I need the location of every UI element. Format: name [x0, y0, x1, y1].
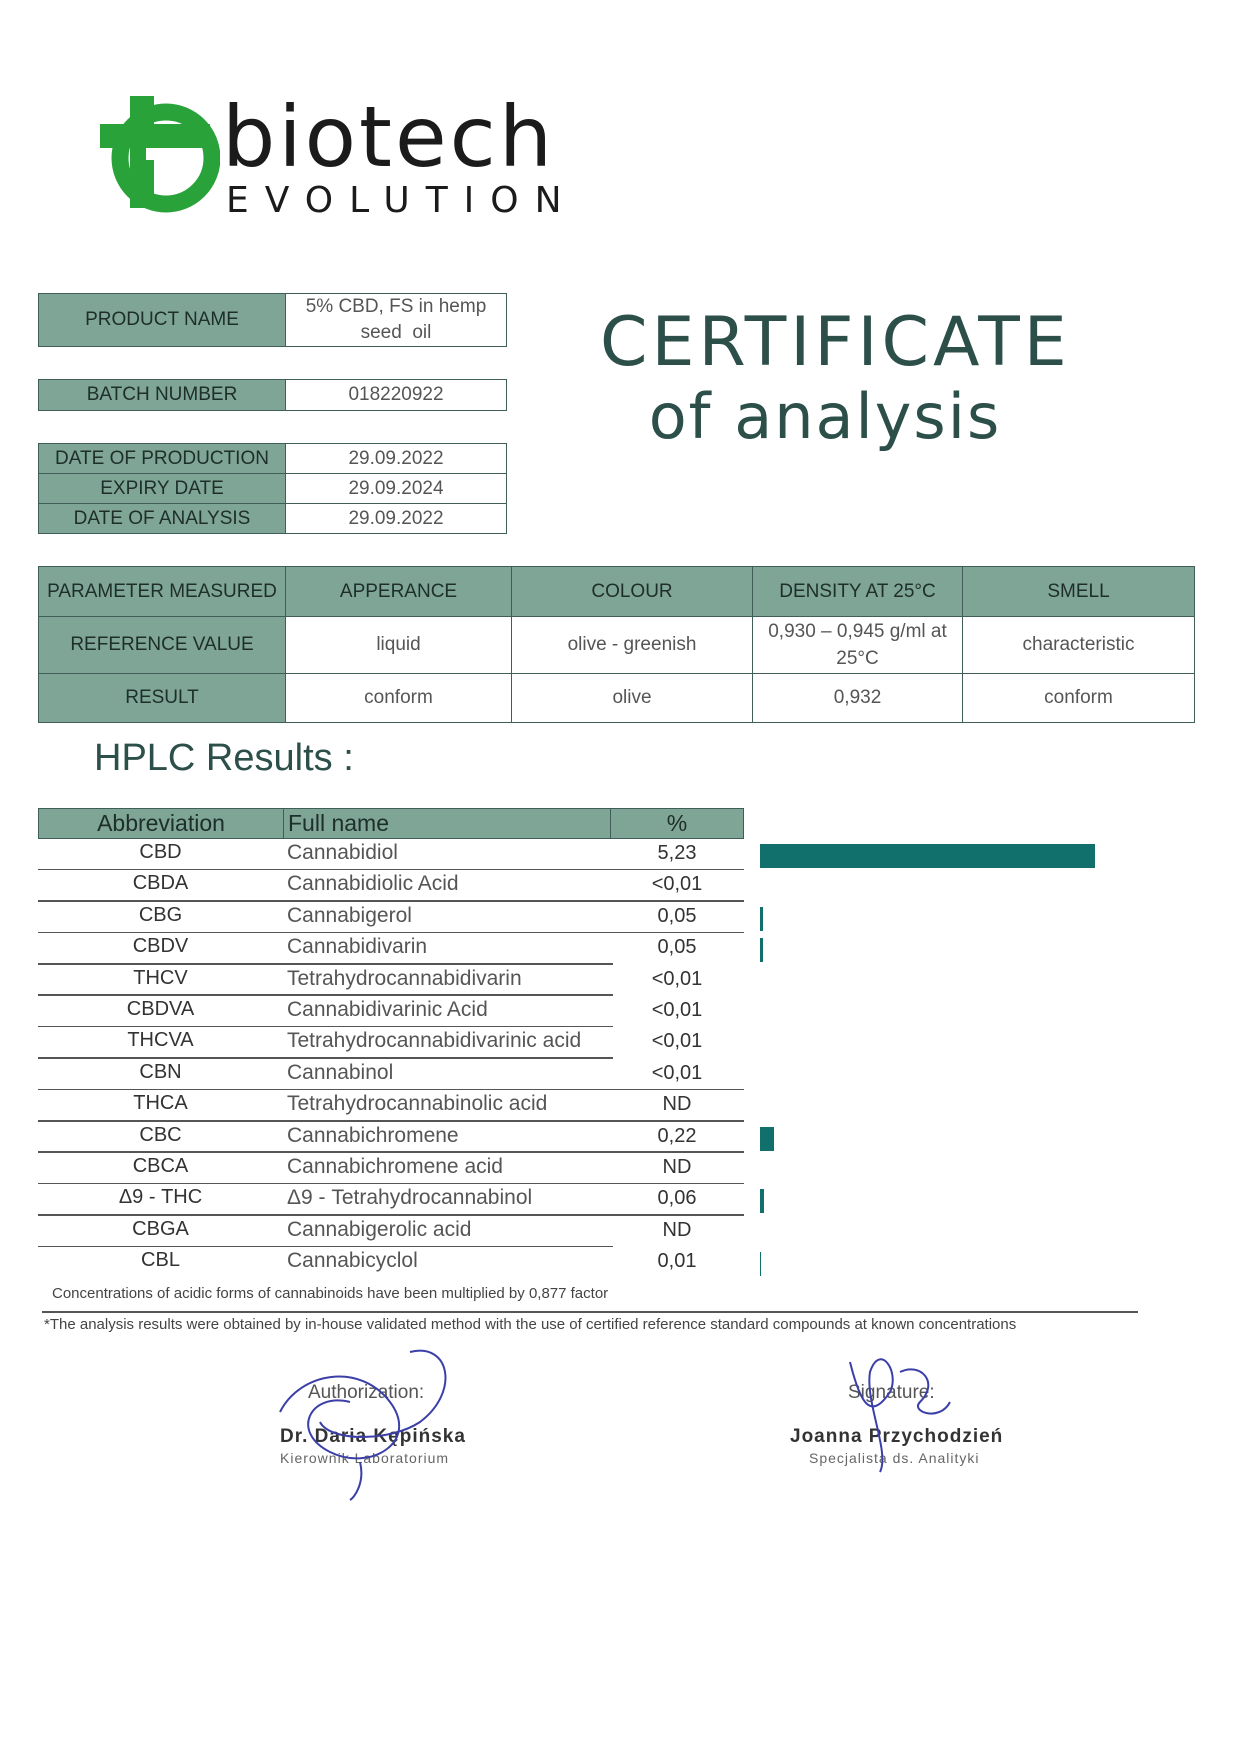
- hplc-fullname: Cannabidiol: [287, 841, 398, 864]
- param-cell: 0,930 – 0,945 g/ml at 25°C: [753, 617, 963, 674]
- hplc-percent: 0,01: [657, 1250, 697, 1273]
- parameter-header-row: [39, 567, 1195, 617]
- hplc-fullname: Cannabidivarinic Acid: [287, 997, 488, 1021]
- hplc-percent: <0,01: [651, 873, 703, 896]
- param-cell: olive: [512, 674, 753, 723]
- signature-left: [280, 1382, 470, 1466]
- hplc-rows: [38, 839, 1098, 1278]
- method-note: *The analysis results were obtained by in-house validated method with the use of certified reference standard compounds at known concentrations: [44, 1316, 1017, 1333]
- product-name-line1: 5% CBD, FS in hemp: [305, 296, 487, 317]
- param-header-cell: COLOUR: [512, 567, 753, 617]
- hplc-percent: ND: [662, 1218, 692, 1241]
- parameter-table: [38, 566, 1195, 723]
- hplc-percent: <0,01: [651, 998, 703, 1021]
- hplc-row: [38, 1247, 1098, 1278]
- hplc-percent: ND: [662, 1093, 692, 1116]
- product-name-label: PRODUCT NAME: [39, 294, 286, 347]
- hplc-col-abbreviation: Abbreviation: [39, 809, 284, 838]
- product-name-value: [286, 294, 507, 347]
- signature-label: Signature:: [848, 1382, 935, 1403]
- hplc-percent: <0,01: [651, 1061, 703, 1084]
- dates-box: [38, 443, 507, 534]
- param-header-cell: DENSITY AT 25°C: [753, 567, 963, 617]
- hplc-abbr: CBC: [139, 1123, 182, 1146]
- hplc-abbr: CBCA: [132, 1154, 189, 1177]
- hplc-abbr: Δ9 - THC: [118, 1186, 203, 1209]
- hplc-bar: [760, 1189, 764, 1213]
- hplc-fullname: Cannabidiolic Acid: [287, 872, 459, 896]
- hplc-fullname: Δ9 - Tetrahydrocannabinol: [287, 1186, 533, 1210]
- hplc-header: [38, 808, 744, 839]
- production-date-value: 29.09.2022: [286, 444, 507, 474]
- hplc-bar: [760, 938, 763, 962]
- hplc-bar: [760, 1252, 761, 1276]
- param-header-cell: APPERANCE: [286, 567, 512, 617]
- hplc-row: [38, 965, 1098, 996]
- footnote-divider: [42, 1311, 1138, 1313]
- hplc-bar: [760, 844, 1095, 868]
- hplc-abbr: CBL: [141, 1249, 180, 1272]
- hplc-row: [38, 1184, 1098, 1215]
- hplc-col-fullname: Full name: [284, 809, 611, 838]
- certificate-title: CERTIFICATE: [600, 303, 1071, 382]
- hplc-title: HPLC Results :: [94, 737, 354, 779]
- hplc-row: [38, 1153, 1098, 1184]
- hplc-row: [38, 1216, 1098, 1247]
- logo-text-sub: EVOLUTION: [226, 180, 578, 221]
- batch-label: BATCH NUMBER: [39, 380, 286, 411]
- hplc-row: [38, 1059, 1098, 1090]
- hplc-fullname: Cannabigerol: [287, 903, 412, 927]
- handwritten-signature-right: [830, 1332, 990, 1482]
- product-name-box: [38, 293, 507, 347]
- param-cell: characteristic: [963, 617, 1195, 674]
- hplc-percent: 0,05: [657, 936, 697, 959]
- expiry-date-label: EXPIRY DATE: [39, 474, 286, 504]
- hplc-abbr: CBD: [139, 841, 182, 863]
- hplc-percent: 0,06: [657, 1187, 697, 1210]
- company-logo: [100, 88, 578, 221]
- hplc-fullname: Cannabinol: [287, 1060, 394, 1084]
- certificate-subtitle: of analysis: [648, 380, 1002, 453]
- production-date-label: DATE OF PRODUCTION: [39, 444, 286, 474]
- hplc-fullname: Cannabichromene acid: [287, 1154, 503, 1178]
- result-row: [39, 674, 1195, 723]
- hplc-percent: 0,22: [657, 1124, 697, 1147]
- hplc-row: [38, 870, 1098, 901]
- hplc-abbr: CBG: [138, 903, 183, 926]
- param-cell: liquid: [286, 617, 512, 674]
- hplc-percent: <0,01: [651, 967, 703, 990]
- param-header-cell: PARAMETER MEASURED: [39, 567, 286, 617]
- hplc-row: [38, 1027, 1098, 1058]
- signature-right: [790, 1382, 1010, 1466]
- hplc-abbr: THCV: [133, 966, 188, 989]
- hplc-percent: ND: [662, 1155, 692, 1178]
- product-name-line2: seed oil: [360, 322, 432, 343]
- analysis-date-value: 29.09.2022: [286, 504, 507, 534]
- hplc-abbr: THCA: [133, 1092, 188, 1115]
- acidic-note: Concentrations of acidic forms of cannabinoids have been multiplied by 0,877 factor: [52, 1285, 609, 1302]
- hplc-fullname: Tetrahydrocannabinolic acid: [287, 1092, 548, 1116]
- hplc-row: [38, 996, 1098, 1027]
- hplc-percent: 5,23: [657, 842, 697, 864]
- signer-left-name: Dr. Daria Kępińska: [280, 1426, 466, 1447]
- hplc-abbr: CBDVA: [126, 997, 195, 1020]
- hplc-row: [38, 1090, 1098, 1121]
- param-row-label: RESULT: [39, 674, 286, 723]
- analysis-date-label: DATE OF ANALYSIS: [39, 504, 286, 534]
- expiry-date-value: 29.09.2024: [286, 474, 507, 504]
- hplc-abbr: CBGA: [132, 1217, 189, 1240]
- hplc-abbr: CBN: [139, 1060, 182, 1083]
- param-cell: olive - greenish: [512, 617, 753, 674]
- hplc-fullname: Cannabidivarin: [287, 935, 428, 959]
- hplc-col-percent: %: [666, 810, 688, 836]
- hplc-fullname: Cannabigerolic acid: [287, 1217, 472, 1241]
- signer-right-name: Joanna Przychodzień: [790, 1426, 1004, 1447]
- param-header-cell: SMELL: [963, 567, 1195, 617]
- hplc-fullname: Cannabicyclol: [287, 1249, 418, 1273]
- logo-cross-icon: [100, 96, 220, 216]
- batch-value: 018220922: [286, 380, 507, 411]
- hplc-row: [38, 933, 1098, 964]
- hplc-fullname: Tetrahydrocannabidivarinic acid: [287, 1029, 582, 1053]
- hplc-abbr: CBDV: [132, 935, 189, 958]
- signer-left-role: Kierownik Laboratorium: [280, 1450, 450, 1466]
- hplc-row: [38, 1122, 1098, 1153]
- hplc-bar: [760, 1127, 774, 1151]
- batch-box: [38, 379, 507, 411]
- param-row-label: REFERENCE VALUE: [39, 617, 286, 674]
- param-cell: conform: [286, 674, 512, 723]
- param-cell: 0,932: [753, 674, 963, 723]
- hplc-percent: 0,05: [657, 904, 697, 927]
- hplc-fullname: Tetrahydrocannabidivarin: [287, 966, 522, 990]
- hplc-fullname: Cannabichromene: [287, 1123, 459, 1147]
- hplc-row: [38, 902, 1098, 933]
- param-cell: conform: [963, 674, 1195, 723]
- handwritten-signature-left: [270, 1332, 470, 1502]
- authorization-label: Authorization:: [308, 1382, 425, 1403]
- signer-right-role: Specjalista ds. Analityki: [809, 1450, 980, 1466]
- hplc-abbr: THCVA: [127, 1029, 194, 1052]
- reference-value-row: [39, 617, 1195, 674]
- hplc-abbr: CBDA: [132, 872, 189, 895]
- hplc-percent: <0,01: [651, 1030, 703, 1053]
- hplc-bar: [760, 907, 763, 931]
- hplc-row: [38, 839, 1098, 870]
- logo-text-main: biotech: [222, 88, 556, 186]
